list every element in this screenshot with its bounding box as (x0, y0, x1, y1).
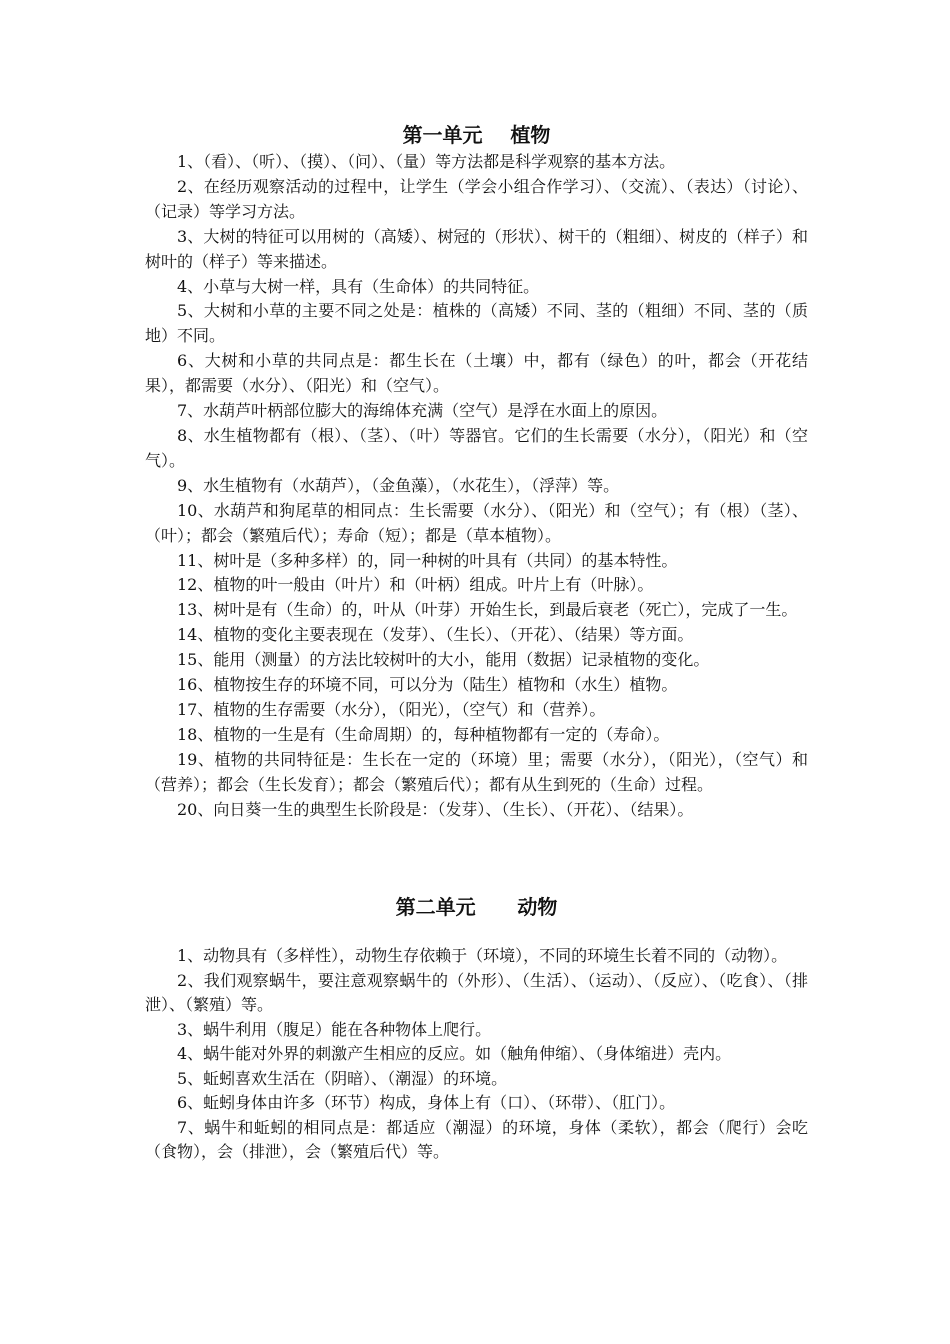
list-item: 18、植物的一生是有（生命周期）的，每种植物都有一定的（寿命）。 (177, 724, 670, 744)
list-item: 19、植物的共同特征是：生长在一定的（环境）里；需要（水分），（阳光），（空气）和（营养）；都会（生长发育）；都会（繁殖后代）；都有从生到死的（生命）过程。 (145, 749, 808, 794)
list-item: 7、水葫芦叶柄部位膨大的海绵体充满（空气）是浮在水面上的原因。 (177, 401, 668, 421)
unit-title: 第一单元 植物 (402, 123, 551, 147)
list-item: 1、（看）、（听）、（摸）、（问）、（量）等方法都是科学观察的基本方法。 (177, 152, 676, 171)
list-item: 9、水生植物有（水葫芦），（金鱼藻），（水花生），（浮萍）等。 (177, 475, 620, 495)
list-item: 5、大树和小草的主要不同之处是：植株的（高矮）不同、茎的（粗细）不同、茎的（质地）不同。 (145, 301, 808, 346)
list-item: 6、蚯蚓身体由许多（环节）构成，身体上有（口）、（环带）、（肛门）。 (177, 1093, 676, 1112)
list-item: 20、向日葵一生的典型生长阶段是：（发芽）、（生长）、（开花）、（结果）。 (177, 799, 694, 819)
unit-title: 第二单元 动物 (395, 895, 558, 919)
list-item: 12、植物的叶一般由（叶片）和（叶柄）组成。叶片上有（叶脉）。 (177, 575, 654, 595)
list-item: 10、水葫芦和狗尾草的相同点：生长需要（水分）、（阳光）和（空气）；有（根）（茎）、（叶）；都会（繁殖后代）；寿命（短）；都是（草本植物）。 (145, 500, 808, 545)
list-item: 3、蜗牛利用（腹足）能在各种物体上爬行。 (177, 1019, 492, 1039)
item-list (145, 150, 808, 822)
list-item: 8、水生植物都有（根）、（茎）、（叶）等器官。它们的生长需要（水分），（阳光）和（空气）。 (145, 425, 808, 470)
list-item: 17、植物的生存需要（水分），（阳光），（空气）和（营养）。 (177, 699, 606, 719)
unit-plants (145, 120, 808, 822)
list-item: 4、蜗牛能对外界的刺激产生相应的反应。如（触角伸缩）、（身体缩进）壳内。 (177, 1044, 732, 1063)
list-item: 14、植物的变化主要表现在（发芽）、（生长）、（开花）、（结果）等方面。 (177, 625, 694, 645)
list-item: 2、我们观察蜗牛，要注意观察蜗牛的（外形）、（生活）、（运动）、（反应）、（吃食）、（排泄）、（繁殖）等。 (145, 970, 808, 1014)
list-item: 13、树叶是有（生命）的，叶从（叶芽）开始生长，到最后衰老（死亡），完成了一生。 (177, 600, 798, 620)
list-item: 11、树叶是（多种多样）的，同一种树的叶具有（共同）的基本特性。 (177, 550, 678, 570)
list-item: 15、能用（测量）的方法比较树叶的大小，能用（数据）记录植物的变化。 (177, 650, 710, 670)
list-item: 3、大树的特征可以用树的（高矮）、树冠的（形状）、树干的（粗细）、树皮的（样子）和树叶的（样子）等来描述。 (145, 226, 808, 271)
list-item: 16、植物按生存的环境不同，可以分为（陆生）植物和（水生）植物。 (177, 675, 678, 695)
list-item: 4、小草与大树一样，具有（生命体）的共同特征。 (177, 276, 540, 296)
list-item: 7、蜗牛和蚯蚓的相同点是：都适应（潮湿）的环境，身体（柔软），都会（爬行）会吃（食物），会（排泄），会（繁殖后代）等。 (145, 1117, 808, 1161)
unit-animals (145, 892, 808, 1165)
list-item: 2、在经历观察活动的过程中，让学生（学会小组合作学习）、（交流）、（表达）（讨论）、（记录）等学习方法。 (145, 176, 808, 221)
item-list (145, 944, 808, 1165)
list-item: 5、蚯蚓喜欢生活在（阴暗）、（潮湿）的环境。 (177, 1068, 508, 1088)
list-item: 1、动物具有（多样性），动物生存依赖于（环境），不同的环境生长着不同的（动物）。 (177, 946, 788, 965)
list-item: 6、大树和小草的共同点是：都生长在（土壤）中，都有（绿色）的叶，都会（开花结果），都需要（水分）、（阳光）和（空气）。 (145, 351, 808, 396)
